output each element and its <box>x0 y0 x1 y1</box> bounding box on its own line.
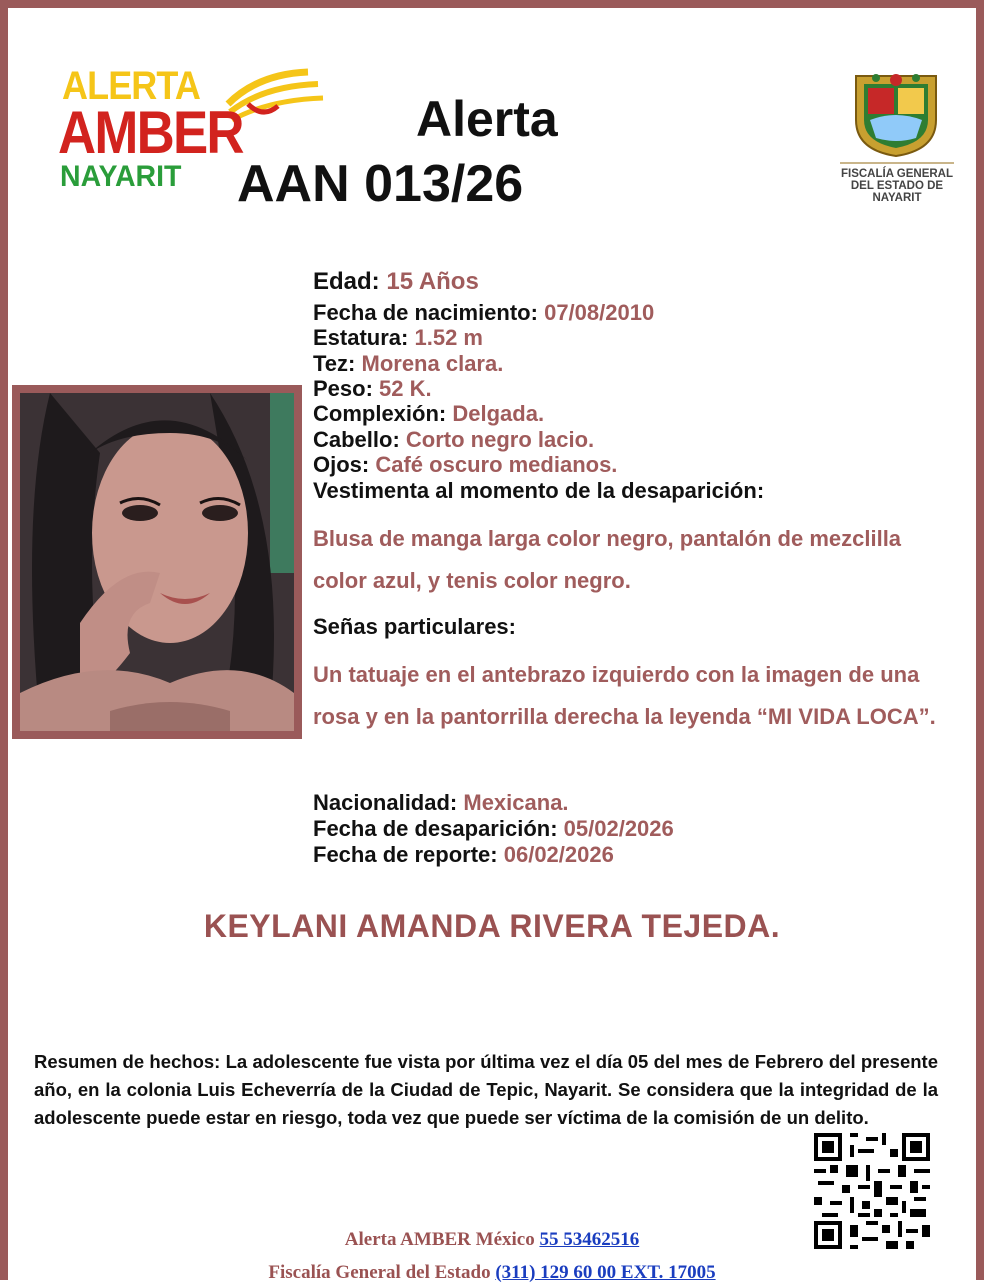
footer-amber-label: Alerta AMBER México <box>344 1229 535 1250</box>
estatura-row <box>313 325 483 351</box>
senas-label: Señas particulares: <box>313 614 516 639</box>
vestimenta-value: Blusa de manga larga color negro, pantalón de mezclilla color azul, y tenis color negro. <box>313 526 902 593</box>
fiscalia-name: FISCALÍA GENERAL DEL ESTADO DE NAYARIT <box>840 168 954 204</box>
coat-of-arms-icon <box>846 70 946 158</box>
peso-label: Peso: <box>313 376 373 401</box>
summary-text: Resumen de hechos: La adolescente fue vista por última vez el día 05 del mes de Febrero del presente año, en la colonia Luis Echeverría de la Ciudad de Tepic, Nayarit. Se considera que la integridad de la adolescente puede estar en riesgo, toda vez que puede ser víctima de la comisión de un delito. <box>34 1051 938 1128</box>
peso-row <box>313 376 432 402</box>
reporte-value: 06/02/2026 <box>503 842 614 867</box>
estatura-value: 1.52 m <box>414 325 483 350</box>
complexion-row <box>313 401 544 427</box>
logo-line-nayarit: NAYARIT <box>60 160 182 193</box>
footer-fiscalia-phone-link[interactable]: (311) 129 60 00 EXT. 17005 <box>495 1262 716 1283</box>
reporte-row <box>313 842 614 868</box>
vestimenta-label: Vestimenta al momento de la desaparición: <box>313 478 765 503</box>
footer-fiscalia <box>0 1262 984 1284</box>
cabello-value: Corto negro lacio. <box>405 427 595 452</box>
edad-row <box>313 268 479 296</box>
logo-line-alerta: ALERTA <box>62 64 200 108</box>
edad-label: Edad: <box>313 268 380 295</box>
tez-value: Morena clara. <box>361 351 504 376</box>
person-name: KEYLANI AMANDA RIVERA TEJEDA. <box>203 908 781 944</box>
senas-value: Un tatuaje en el antebrazo izquierdo con la imagen de una rosa y en la pantorrilla derecha la leyenda “MI VIDA LOCA”. <box>313 662 936 729</box>
logo-line-amber: AMBER <box>58 99 243 166</box>
logo-divider <box>840 162 954 164</box>
complexion-value: Delgada. <box>452 401 545 426</box>
nacimiento-label: Fecha de nacimiento: <box>313 300 538 325</box>
peso-value: 52 K. <box>379 376 432 401</box>
portrait-placeholder <box>20 393 294 731</box>
footer-amber-phone-link[interactable]: 55 53462516 <box>539 1229 640 1250</box>
tez-label: Tez: <box>313 351 356 376</box>
reporte-label: Fecha de reporte: <box>313 842 498 867</box>
desaparicion-value: 05/02/2026 <box>563 816 674 841</box>
footer-amber-mexico <box>0 1229 984 1251</box>
nacionalidad-value: Mexicana. <box>463 790 569 815</box>
ojos-label: Ojos: <box>313 452 370 477</box>
tez-row <box>313 351 503 377</box>
cabello-label: Cabello: <box>313 427 400 452</box>
nacimiento-row <box>313 300 654 326</box>
alert-code: AAN 013/26 <box>237 155 524 213</box>
cabello-row <box>313 427 594 453</box>
missing-person-photo <box>12 385 302 739</box>
desaparicion-label: Fecha de desaparición: <box>313 816 558 841</box>
desaparicion-row <box>313 816 674 842</box>
estatura-label: Estatura: <box>313 325 409 350</box>
nacionalidad-label: Nacionalidad: <box>313 790 458 815</box>
alert-title: Alerta <box>416 91 558 147</box>
nacionalidad-row <box>313 790 569 816</box>
nacimiento-value: 07/08/2010 <box>544 300 655 325</box>
footer-fiscalia-label: Fiscalía General del Estado <box>268 1262 491 1283</box>
ojos-row <box>313 452 617 478</box>
ojos-value: Café oscuro medianos. <box>375 452 618 477</box>
edad-value: 15 Años <box>386 268 479 295</box>
complexion-label: Complexión: <box>313 401 447 426</box>
fiscalia-logo <box>840 70 955 210</box>
